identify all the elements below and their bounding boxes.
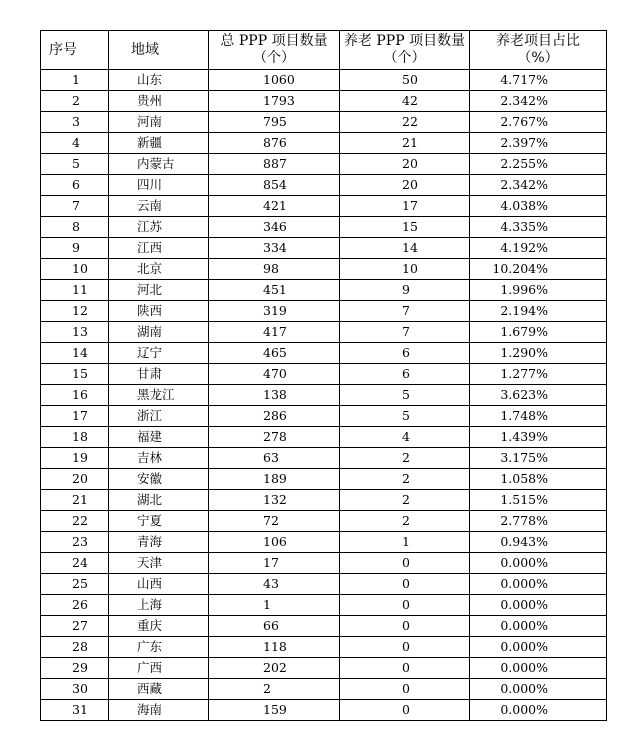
table-row: [41, 112, 607, 133]
table-row: [41, 385, 607, 406]
cell-pension-projects: 0: [340, 595, 470, 616]
cell-index: 21: [41, 490, 109, 511]
table-row: [41, 637, 607, 658]
cell-pension-projects: 15: [340, 217, 470, 238]
cell-index: 9: [41, 238, 109, 259]
cell-region: 安徽: [109, 469, 209, 490]
cell-total-projects: 465: [209, 343, 340, 364]
cell-index: 18: [41, 427, 109, 448]
cell-index: 7: [41, 196, 109, 217]
cell-pension-ratio: 0.000%: [470, 679, 607, 700]
cell-region: 上海: [109, 595, 209, 616]
cell-total-projects: 106: [209, 532, 340, 553]
cell-pension-ratio: 0.000%: [470, 616, 607, 637]
cell-pension-ratio: 2.255%: [470, 154, 607, 175]
cell-region: 山西: [109, 574, 209, 595]
table-row: [41, 175, 607, 196]
cell-region: 重庆: [109, 616, 209, 637]
cell-total-projects: 1: [209, 595, 340, 616]
cell-pension-projects: 2: [340, 448, 470, 469]
cell-region: 黑龙江: [109, 385, 209, 406]
cell-pension-ratio: 0.000%: [470, 553, 607, 574]
table-row: [41, 532, 607, 553]
cell-index: 16: [41, 385, 109, 406]
cell-region: 甘肃: [109, 364, 209, 385]
cell-pension-ratio: 1.996%: [470, 280, 607, 301]
cell-pension-projects: 6: [340, 364, 470, 385]
table-row: [41, 469, 607, 490]
cell-pension-projects: 0: [340, 574, 470, 595]
pension-ppp-table: [40, 30, 607, 721]
cell-total-projects: 451: [209, 280, 340, 301]
cell-pension-ratio: 0.000%: [470, 658, 607, 679]
cell-pension-projects: 20: [340, 154, 470, 175]
cell-pension-ratio: 0.000%: [470, 700, 607, 721]
cell-total-projects: 319: [209, 301, 340, 322]
cell-region: 内蒙古: [109, 154, 209, 175]
table-row: [41, 91, 607, 112]
cell-pension-projects: 0: [340, 637, 470, 658]
cell-index: 14: [41, 343, 109, 364]
cell-index: 27: [41, 616, 109, 637]
cell-pension-ratio: 3.623%: [470, 385, 607, 406]
cell-region: 四川: [109, 175, 209, 196]
cell-pension-ratio: 1.058%: [470, 469, 607, 490]
cell-region: 吉林: [109, 448, 209, 469]
cell-total-projects: 189: [209, 469, 340, 490]
table-row: [41, 406, 607, 427]
table-body: [41, 70, 607, 721]
cell-region: 宁夏: [109, 511, 209, 532]
table-row: [41, 574, 607, 595]
cell-index: 1: [41, 70, 109, 91]
table-row: [41, 280, 607, 301]
cell-total-projects: 876: [209, 133, 340, 154]
cell-index: 22: [41, 511, 109, 532]
header-pension-ratio: 养老项目占比 （%）: [470, 31, 607, 70]
cell-pension-projects: 7: [340, 301, 470, 322]
table-row: [41, 679, 607, 700]
table-row: [41, 322, 607, 343]
table-row: [41, 448, 607, 469]
cell-total-projects: 286: [209, 406, 340, 427]
cell-pension-ratio: 0.943%: [470, 532, 607, 553]
cell-pension-ratio: 1.277%: [470, 364, 607, 385]
cell-pension-ratio: 1.290%: [470, 343, 607, 364]
cell-pension-projects: 2: [340, 490, 470, 511]
cell-total-projects: 278: [209, 427, 340, 448]
cell-region: 湖南: [109, 322, 209, 343]
cell-index: 12: [41, 301, 109, 322]
cell-region: 广东: [109, 637, 209, 658]
cell-region: 广西: [109, 658, 209, 679]
cell-total-projects: 2: [209, 679, 340, 700]
table-row: [41, 700, 607, 721]
cell-index: 29: [41, 658, 109, 679]
cell-total-projects: 138: [209, 385, 340, 406]
cell-region: 海南: [109, 700, 209, 721]
table-row: [41, 364, 607, 385]
table-row: [41, 259, 607, 280]
cell-pension-projects: 7: [340, 322, 470, 343]
cell-index: 20: [41, 469, 109, 490]
cell-pension-ratio: 3.175%: [470, 448, 607, 469]
cell-pension-projects: 20: [340, 175, 470, 196]
table-row: [41, 427, 607, 448]
cell-pension-projects: 2: [340, 511, 470, 532]
cell-pension-projects: 10: [340, 259, 470, 280]
cell-total-projects: 66: [209, 616, 340, 637]
header-region: 地域: [109, 31, 209, 70]
cell-region: 贵州: [109, 91, 209, 112]
cell-region: 福建: [109, 427, 209, 448]
table-row: [41, 490, 607, 511]
cell-pension-ratio: 2.342%: [470, 175, 607, 196]
cell-pension-ratio: 4.038%: [470, 196, 607, 217]
cell-index: 4: [41, 133, 109, 154]
cell-total-projects: 98: [209, 259, 340, 280]
table-row: [41, 154, 607, 175]
cell-index: 23: [41, 532, 109, 553]
cell-pension-ratio: 1.439%: [470, 427, 607, 448]
cell-pension-ratio: 0.000%: [470, 574, 607, 595]
cell-pension-projects: 2: [340, 469, 470, 490]
cell-total-projects: 470: [209, 364, 340, 385]
cell-index: 24: [41, 553, 109, 574]
cell-total-projects: 17: [209, 553, 340, 574]
header-total-projects: 总 PPP 项目数量 （个）: [209, 31, 340, 70]
cell-pension-ratio: 4.717%: [470, 70, 607, 91]
cell-pension-ratio: 10.204%: [470, 259, 607, 280]
cell-pension-ratio: 0.000%: [470, 595, 607, 616]
cell-pension-ratio: 4.192%: [470, 238, 607, 259]
cell-index: 19: [41, 448, 109, 469]
cell-region: 河南: [109, 112, 209, 133]
cell-total-projects: 1060: [209, 70, 340, 91]
table-row: [41, 70, 607, 91]
cell-total-projects: 202: [209, 658, 340, 679]
cell-index: 31: [41, 700, 109, 721]
cell-total-projects: 1793: [209, 91, 340, 112]
table-row: [41, 616, 607, 637]
cell-region: 西藏: [109, 679, 209, 700]
cell-pension-ratio: 2.342%: [470, 91, 607, 112]
cell-region: 新疆: [109, 133, 209, 154]
cell-pension-ratio: 2.778%: [470, 511, 607, 532]
header-row: [41, 31, 607, 70]
cell-index: 2: [41, 91, 109, 112]
table-row: [41, 217, 607, 238]
cell-pension-ratio: 4.335%: [470, 217, 607, 238]
cell-total-projects: 346: [209, 217, 340, 238]
table-row: [41, 196, 607, 217]
cell-pension-projects: 5: [340, 385, 470, 406]
cell-index: 3: [41, 112, 109, 133]
cell-pension-projects: 0: [340, 616, 470, 637]
cell-pension-ratio: 2.194%: [470, 301, 607, 322]
cell-pension-ratio: 2.767%: [470, 112, 607, 133]
table-row: [41, 343, 607, 364]
cell-pension-projects: 14: [340, 238, 470, 259]
cell-index: 11: [41, 280, 109, 301]
cell-pension-projects: 6: [340, 343, 470, 364]
cell-pension-projects: 22: [340, 112, 470, 133]
cell-pension-projects: 50: [340, 70, 470, 91]
cell-pension-projects: 0: [340, 658, 470, 679]
cell-pension-ratio: 0.000%: [470, 637, 607, 658]
cell-pension-projects: 17: [340, 196, 470, 217]
cell-pension-projects: 21: [340, 133, 470, 154]
cell-total-projects: 72: [209, 511, 340, 532]
cell-total-projects: 887: [209, 154, 340, 175]
cell-pension-projects: 9: [340, 280, 470, 301]
table-row: [41, 658, 607, 679]
cell-region: 陕西: [109, 301, 209, 322]
header-pension-projects: 养老 PPP 项目数量 （个）: [340, 31, 470, 70]
cell-total-projects: 854: [209, 175, 340, 196]
cell-index: 28: [41, 637, 109, 658]
cell-region: 浙江: [109, 406, 209, 427]
cell-region: 天津: [109, 553, 209, 574]
cell-index: 25: [41, 574, 109, 595]
cell-total-projects: 421: [209, 196, 340, 217]
table-row: [41, 133, 607, 154]
cell-index: 5: [41, 154, 109, 175]
cell-region: 江苏: [109, 217, 209, 238]
cell-total-projects: 334: [209, 238, 340, 259]
cell-pension-projects: 1: [340, 532, 470, 553]
cell-pension-projects: 0: [340, 553, 470, 574]
table-row: [41, 301, 607, 322]
cell-index: 10: [41, 259, 109, 280]
cell-pension-ratio: 2.397%: [470, 133, 607, 154]
cell-pension-projects: 0: [340, 679, 470, 700]
cell-total-projects: 132: [209, 490, 340, 511]
table-row: [41, 238, 607, 259]
table-row: [41, 553, 607, 574]
cell-index: 13: [41, 322, 109, 343]
cell-pension-projects: 5: [340, 406, 470, 427]
cell-region: 河北: [109, 280, 209, 301]
cell-region: 辽宁: [109, 343, 209, 364]
cell-total-projects: 159: [209, 700, 340, 721]
cell-region: 北京: [109, 259, 209, 280]
cell-region: 湖北: [109, 490, 209, 511]
cell-region: 山东: [109, 70, 209, 91]
cell-index: 8: [41, 217, 109, 238]
cell-index: 17: [41, 406, 109, 427]
cell-index: 26: [41, 595, 109, 616]
cell-pension-ratio: 1.515%: [470, 490, 607, 511]
cell-index: 30: [41, 679, 109, 700]
cell-index: 15: [41, 364, 109, 385]
cell-total-projects: 63: [209, 448, 340, 469]
cell-pension-projects: 4: [340, 427, 470, 448]
cell-total-projects: 795: [209, 112, 340, 133]
cell-index: 6: [41, 175, 109, 196]
cell-pension-ratio: 1.679%: [470, 322, 607, 343]
cell-region: 青海: [109, 532, 209, 553]
cell-pension-projects: 42: [340, 91, 470, 112]
cell-total-projects: 118: [209, 637, 340, 658]
cell-region: 江西: [109, 238, 209, 259]
cell-pension-projects: 0: [340, 700, 470, 721]
header-index: 序号: [41, 31, 109, 70]
table-row: [41, 595, 607, 616]
cell-region: 云南: [109, 196, 209, 217]
cell-total-projects: 417: [209, 322, 340, 343]
cell-total-projects: 43: [209, 574, 340, 595]
table-row: [41, 511, 607, 532]
cell-pension-ratio: 1.748%: [470, 406, 607, 427]
